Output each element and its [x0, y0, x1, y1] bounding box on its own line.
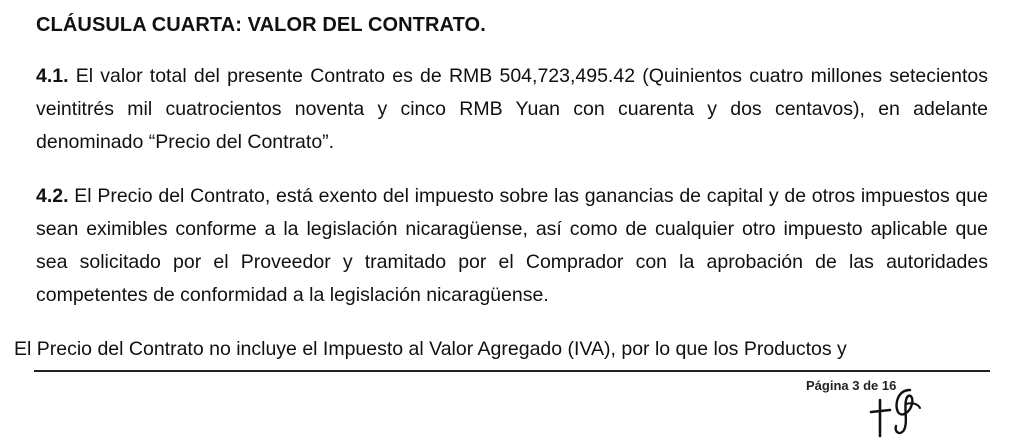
footer-divider — [34, 370, 990, 372]
page-number: Página 3 de 16 — [806, 378, 897, 393]
initials-signature-icon — [866, 382, 926, 440]
clause-4-2-text: El Precio del Contrato, está exento del impuesto sobre las ganancias de capital y de otros impuestos que sean eximibles conforme a la legislación nicaragüense, así como de cualquier otro impuesto aplicable que sea solicitado por el Proveedor y tramitado por el Comprador con la aprobación de las autoridades competentes de conformidad a la legislación nicaragüense. — [36, 185, 988, 306]
clause-4-1-text: El valor total del presente Contrato es de RMB 504,723,495.42 (Quinientos cuatro millones setecientos veintitrés mil cuatrocientos noventa y cinco RMB Yuan con cuarenta y dos centavos), en adelante denominado “Precio del Contrato”. — [36, 65, 988, 153]
continuation-line: El Precio del Contrato no incluye el Impuesto al Valor Agregado (IVA), por lo que los Productos y — [14, 338, 847, 360]
clause-heading: CLÁUSULA CUARTA: VALOR DEL CONTRATO. — [36, 14, 486, 36]
clause-4-1-paragraph — [36, 60, 988, 159]
clause-4-2-number: 4.2. — [36, 185, 69, 207]
clause-4-2-paragraph — [36, 180, 988, 312]
clause-4-1-number: 4.1. — [36, 65, 69, 87]
